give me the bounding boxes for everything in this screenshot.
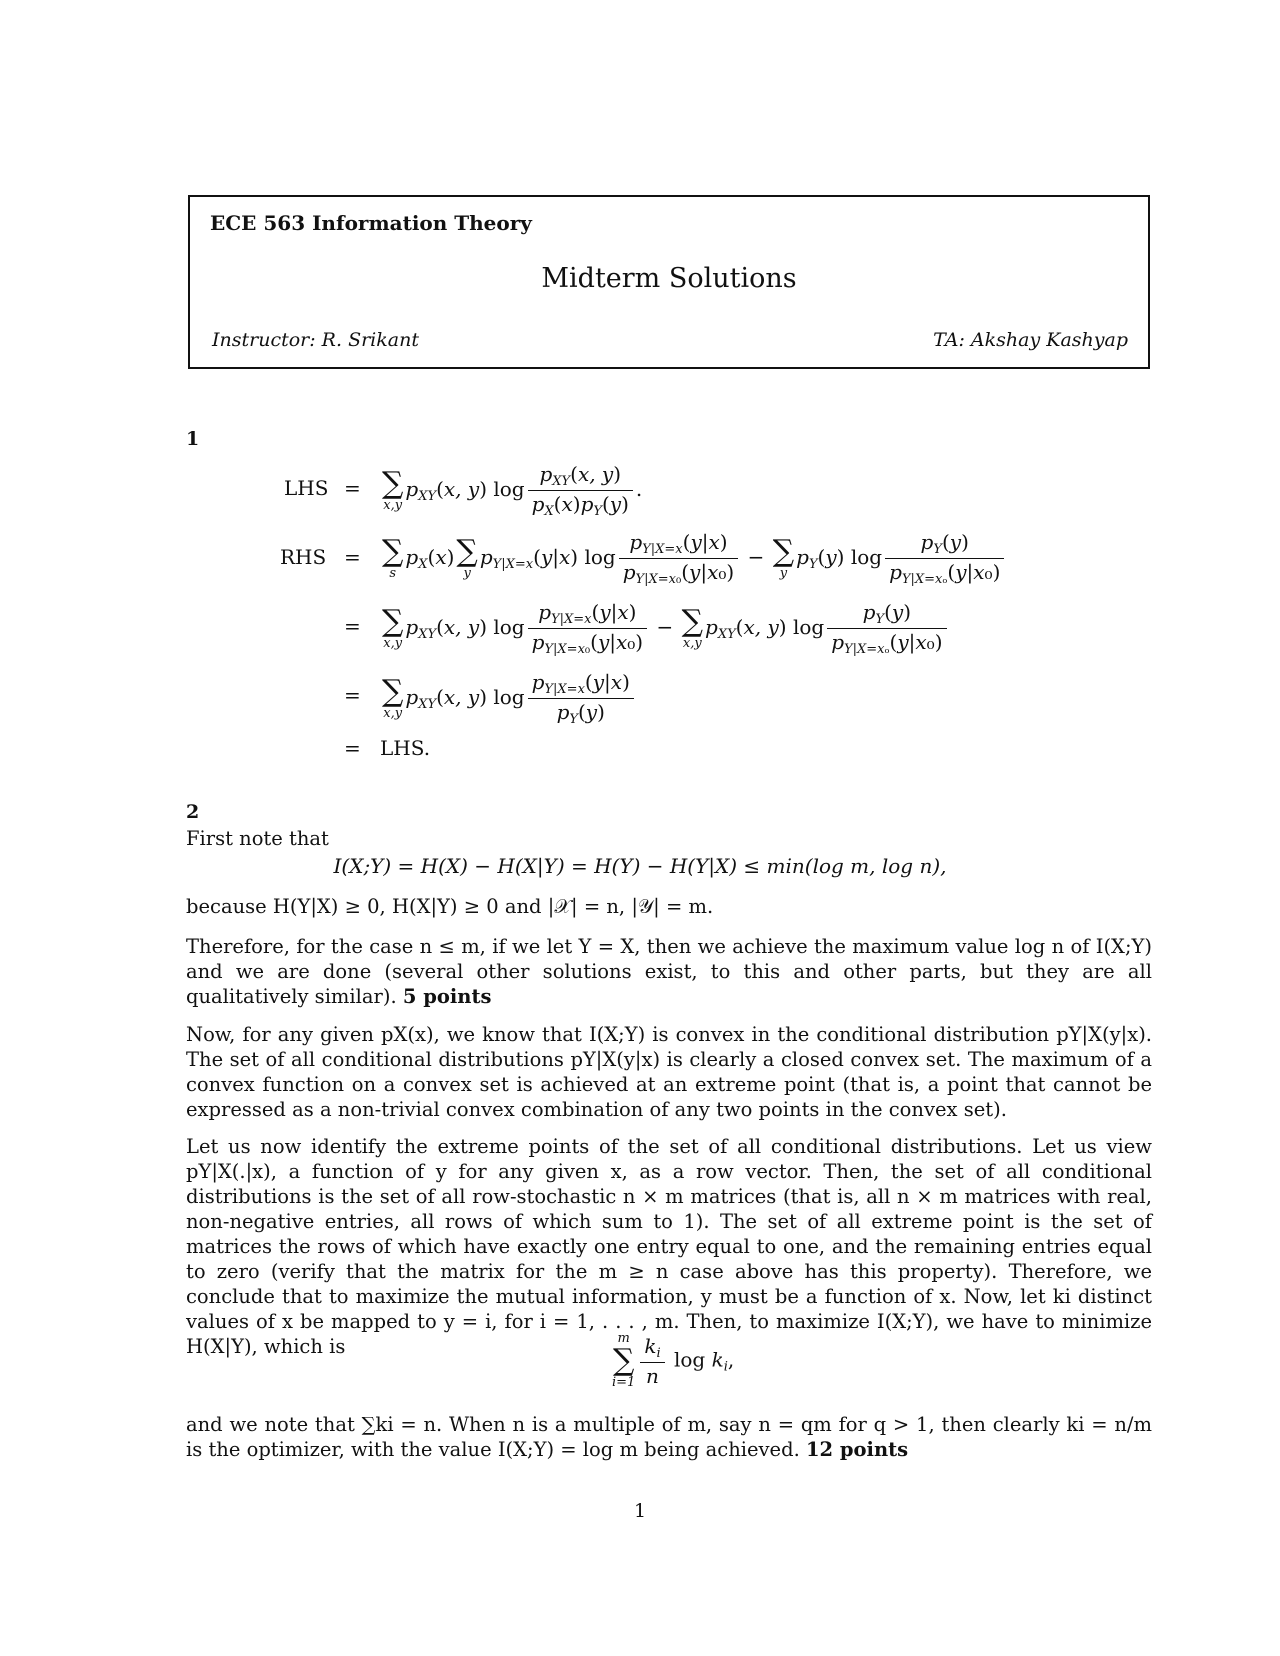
- eq-sign: =: [344, 545, 361, 569]
- eq-rhs-line1: ∑ s $p_X(x)$ ∑ y $p_{Y|X=x}(y|x)$ log $\frac{p_{Y|X=x}(y|x)}{p_{Y|X=x_0}(y|x_0)}$ − ∑ y $p_Y(y)$ log $\frac{p_Y(y)}{p_{Y|X=x_o}(y|x_0)}$: [380, 530, 1007, 587]
- section-2-para4: [186, 1412, 1152, 1462]
- para4-points: 12 points: [805, 1438, 909, 1461]
- eq-final: LHS.: [380, 736, 431, 760]
- header-box: [188, 195, 1150, 369]
- teaching-assistant: TA: Akshay Kashyap: [933, 329, 1128, 351]
- eq-lhs-label: LHS: [284, 476, 329, 500]
- para1-points: 5 points: [402, 985, 492, 1008]
- para4-text: and we note that ∑ki = n. When n is a multiple of m, say n = qm for q > 1, then clearly ki = n/m is the optimizer, with the value I(X;Y) = log m being achieved.: [186, 1413, 1152, 1461]
- document-title: Midterm Solutions: [541, 263, 797, 294]
- course-name: ECE 563 Information Theory: [210, 211, 532, 235]
- section-2-intro: First note that: [186, 827, 329, 850]
- eq-sign: =: [344, 736, 361, 760]
- section-2-para1: [186, 934, 1152, 1009]
- section-2-because: because H(Y|X) ≥ 0, H(X|Y) ≥ 0 and |𝒳| = n, |𝒴| = m.: [186, 895, 714, 918]
- instructor: Instructor: R. Srikant: [212, 329, 419, 351]
- eq-sign: =: [344, 476, 361, 500]
- section-2-para2: Now, for any given pX(x), we know that I(X;Y) is convex in the conditional distribution pY|X(y|x). The set of all conditional distributions pY|X(y|x) is clearly a closed convex set. The maximum of a convex function on a convex set is achieved at an extreme point (that is, a point that cannot be expressed as a non-trivial convex combination of any two points in the convex set).: [186, 1023, 1152, 1121]
- eq-sign: =: [344, 614, 361, 638]
- eq-rhs-label: RHS: [280, 545, 327, 569]
- section-1-number: 1: [186, 428, 200, 450]
- para1-text: Therefore, for the case n ≤ m, if we let Y = X, then we achieve the maximum value log n of I(X;Y) and we are done (several other solutions exist, to this and other parts, but they are all qualitatively similar).: [186, 935, 1152, 1008]
- section-2-para3: Let us now identify the extreme points of the set of all conditional distributions. Let us view pY|X(.|x), a function of y for any given x, as a row vector. Then, the set of all conditional distributions is the set of all row-stochastic n × m matrices (that is, all n × m matrices with real, non-negative entries, all rows of which sum to 1). The set of all extreme point is the set of matrices the rows of which have exactly one entry equal to one, and the remaining entries equal to zero (verify that the matrix for the m ≥ n case above has this property). Therefore, we conclude that to maximize the mutual information, y must be a function of x. Now, let ki distinct values of x be mapped to y = i, for i = 1, . . . , m. Then, to maximize I(X;Y), we have to minimize H(X|Y), which is: [186, 1135, 1152, 1358]
- section-2-number: 2: [186, 801, 200, 823]
- page-number: 1: [633, 1500, 647, 1522]
- display-sum: m ∑ i=1 $\frac{k_i}{n}$ $\log k_i$,: [612, 1331, 735, 1390]
- eq-sign: =: [344, 683, 361, 707]
- eq-lhs-expression: ∑ x,y $p_{XY}(x$, y) log $\frac{p_{XY}(x, y)}{p_X(x)p_Y(y)}$ .: [382, 462, 643, 519]
- eq-rhs-line3: ∑ x,y $p_{XY}(x$, y) log $\frac{p_{Y|X=x}(y|x)}{p_Y(y)}$: [380, 670, 637, 727]
- eq-rhs-line2: ∑ x,y $p_{XY}(x$, y) log $\frac{p_{Y|X=x}(y|x)}{p_{Y|X=x_0}(y|x_0)}$ − ∑ x,y $p_{XY}(x$, y) log $\frac{p_Y(y)}{p_{Y|X=x_o}(y|x_0)}$: [380, 600, 950, 657]
- display-equation: I(X;Y) = H(X) − H(X|Y) = H(Y) − H(Y|X) ≤ min(log m, log n),: [333, 854, 947, 878]
